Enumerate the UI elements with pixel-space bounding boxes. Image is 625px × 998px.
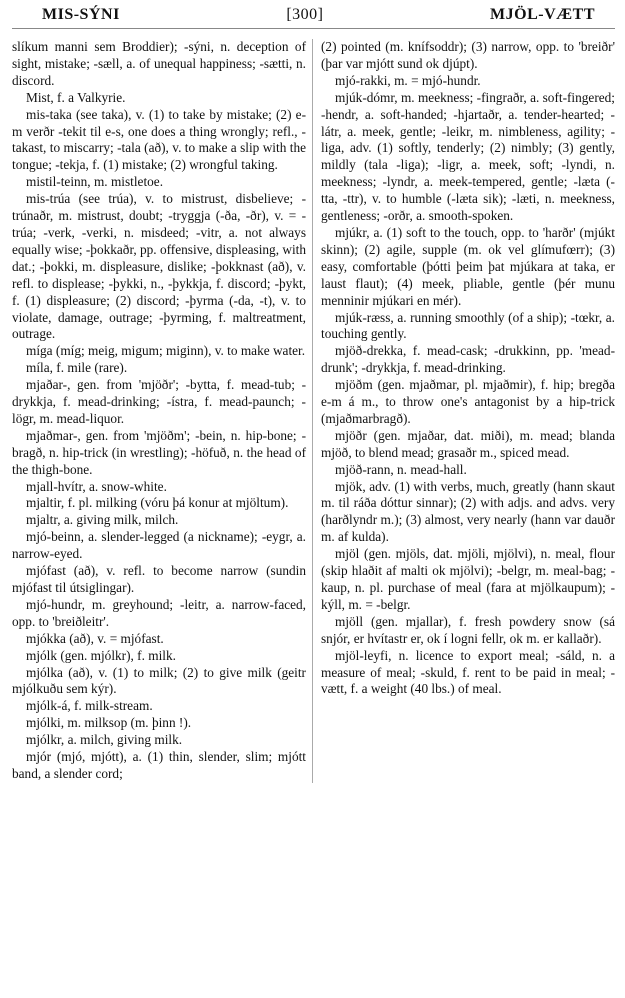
dictionary-entry: mjaltr, a. giving milk, milch. (26, 512, 179, 528)
page-header (12, 6, 615, 29)
dictionary-entry: mis-taka (see taka), v. (1) to take by mistake; (2) e-m verðr -tekit til e-s, one does a thing wrongly; refl., -takast, to miscarry; -tala (að), v. to make a slip with the tongue; -tekja, f. (1) mistake; (2) wrongful taking. (12, 106, 306, 173)
dictionary-entry: mjöð-drekka, f. mead-cask; -drukkinn, pp. 'mead-drunk'; -drykkja, f. mead-drinking. (321, 343, 615, 376)
dictionary-entry: mjókka (að), v. = mjófast. (26, 630, 164, 646)
dictionary-entry: mjaltir, f. pl. milking (vóru þá konur at mjöltum). (26, 495, 289, 511)
dictionary-entry: mjólk (gen. mjólkr), f. milk. (26, 647, 176, 663)
dictionary-entry: mjólki, m. milksop (m. þinn !). (26, 715, 192, 731)
dictionary-entry: mistil-teinn, m. mistletoe. (26, 174, 164, 190)
dictionary-entry: slíkum manni sem Broddier); -sýni, n. deception of sight, mistake; -sæll, a. of unequal happiness; -sætti, n. discord. (12, 39, 306, 88)
dictionary-entry: mjólka (að), v. (1) to milk; (2) to give milk (geitr mjólkuðu sem kýr). (12, 664, 306, 697)
dictionary-entry: mjólkr, a. milch, giving milk. (26, 732, 183, 748)
dictionary-entry: Mist, f. a Valkyrie. (26, 89, 126, 105)
dictionary-entry: mjaðmar-, gen. from 'mjöðm'; -bein, n. hip-bone; -bragð, n. hip-trick (in wrestling); -höfuð, n. the head of the thigh-bone. (12, 427, 306, 477)
dictionary-entry: mjúk-dómr, m. meekness; -fingraðr, a. soft-fingered; -hendr, a. soft-handed; -hjartaðr, a. tender-hearted; -látr, a. meek, gentle; -leikr, m. nimbleness, agility; -liga, adv. (1) softly, tenderly; (2) nimbly; (3) gently, mildly (tala -liga); -ligr, a. meek, soft; -lyndi, n. meekness; -lyndr, a. meek-tempered, gentle; -læta (-tta, -ttr), v. to humble (-læta sik); -læti, n. meekness, gentleness; -orðr, a. smooth-spoken. (321, 89, 615, 224)
dictionary-entry: mjófast (að), v. refl. to become narrow (sundin mjófast til útsiglingar). (12, 563, 306, 595)
dictionary-entry: (2) pointed (m. knífsoddr); (3) narrow, opp. to 'breiðr' (þar var mjótt sund ok djúpt). (321, 39, 615, 71)
left-column (12, 39, 313, 783)
right-column (321, 39, 615, 783)
dictionary-entry: mjó-beinn, a. slender-legged (a nickname); -eygr, a. narrow-eyed. (12, 529, 306, 562)
dictionary-entry: mis-trúa (see trúa), v. to mistrust, disbelieve; -trúnaðr, m. mistrust, doubt; -tryggja (-ða, -ðr), v. = -trúa; -verk, -verki, n. misdeed; -vitr, a. not always equally wise; -þokkaðr, pp. offensive, displeasing, with dat.; -þokki, m. displeasure, dislike; -þokknast (að), v. refl. to displease; -þykki, n., -þykkja, f. discord; -þykt, f. (1) displeasure; (2) discord; -þyrma (-da, -t), v. to violate, damage, outrage; -þyrming, f. maltreatment, outrage. (12, 191, 306, 342)
dictionary-entry: mjöð-rann, n. mead-hall. (335, 461, 467, 477)
page-number: [300] (286, 6, 324, 23)
dictionary-entry: míla, f. mile (rare). (26, 360, 128, 376)
dictionary-entry: mjúkr, a. (1) soft to the touch, opp. to 'harðr' (mjúkt skinn); (2) agile, supple (m. ok vel glímufœrr); (3) easy, comfortable (þótti þeim þat mjúkara at taka, er laust flaut); (4) meek, pliable, gentle (þér munu menninir mjúkari en mér). (321, 224, 615, 308)
dictionary-entry: mjór (mjó, mjótt), a. (1) thin, slender, slim; mjótt band, a slender cord; (12, 749, 306, 781)
columns (12, 39, 615, 783)
dictionary-entry: mjólk-á, f. milk-stream. (26, 698, 153, 714)
dictionary-entry: mjöðm (gen. mjaðmar, pl. mjaðmir), f. hip; bregða e-m á m., to throw one's antagonist by a hip-trick (mjaðmarbragð). (321, 377, 615, 426)
dictionary-entry: mjök, adv. (1) with verbs, much, greatly (hann skaut m. til ráða dóttur sinnar); (2) with adjs. and advs. very (harðlyndr m.); (3) almost, very nearly (hann var dauðr m. af kulda). (321, 478, 615, 545)
dictionary-entry: mjaðar-, gen. from 'mjöðr'; -bytta, f. mead-tub; -drykkja, f. mead-drinking; -ístra, f. mead-paunch; -lögr, m. mead-liquor. (12, 377, 306, 426)
dictionary-entry: mjöl (gen. mjöls, dat. mjöli, mjölvi), n. meal, flour (skip hlaðit af malti ok mjölvi); -belgr, m. meal-bag; -kaup, n. pl. purchase of meal (fara at mjölkaupum); -kýll, m. = -belgr. (321, 546, 615, 612)
dictionary-entry: mjöll (gen. mjallar), f. fresh powdery snow (sá snjór, er hvítastr er, ok í logni fellr, ok m. er kallaðr). (321, 613, 615, 646)
dictionary-entry: mjöl-leyfi, n. licence to export meal; -sáld, n. a measure of meal; -skuld, f. rent to be paid in meal; -vætt, f. a weight (40 lbs.) of meal. (321, 647, 615, 697)
dictionary-entry: mjöðr (gen. mjaðar, dat. miði), m. mead; blanda mjöð, to blend mead; grasaðr m., spiced mead. (321, 427, 615, 460)
header-first-headword: MIS-SÝNI (42, 6, 120, 23)
header-last-headword: MJÖL-VÆTT (490, 6, 595, 23)
dictionary-entry: mjúk-ræss, a. running smoothly (of a ship); -tœkr, a. touching gently. (321, 309, 615, 342)
dictionary-entry: mjall-hvítr, a. snow-white. (26, 478, 167, 494)
dictionary-entry: mjó-hundr, m. greyhound; -leitr, a. narrow-faced, opp. to 'breiðleitr'. (12, 596, 306, 629)
dictionary-entry: mjó-rakki, m. = mjó-hundr. (335, 72, 481, 88)
dictionary-entry: míga (míg; meig, migum; miginn), v. to make water. (26, 343, 306, 359)
